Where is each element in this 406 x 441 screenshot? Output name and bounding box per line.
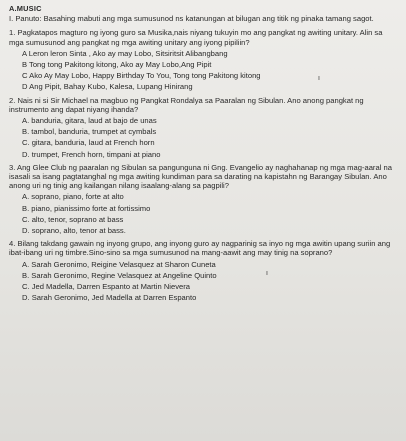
question-3 (9, 163, 398, 235)
question-stem: 4. Bilang takdang gawain ng inyong grupo, ang inyong guro ay nagparinig sa inyo ng mga awitin upang suriin ang ibat-ibang uri ng timbre.Sino-sino sa mga sumusunod na mang-aawit ang may tinig na soprano? (9, 239, 391, 258)
question-stem: 1. Pagkatapos magturo ng iyong guro sa Musika,nais niyang tukuyin mo ang pangkat ng awiting unitary. Alin sa mga sumusunod ang pangkat ng mga awiting unitary ang iyong pipiliin? (9, 28, 383, 47)
instructions: I. Panuto: Basahing mabuti ang mga sumusunod ns katanungan at bilugan ang titik ng pinaka tamang sagot. (9, 14, 374, 24)
option-b[interactable]: B. tambol, banduria, trumpet at cymbals (22, 127, 157, 137)
question-1 (9, 28, 398, 91)
option-a[interactable]: A. banduria, gitara, laud at bajo de unas (22, 116, 157, 126)
option-d[interactable]: D. soprano, alto, tenor at bass. (22, 226, 126, 236)
option-c[interactable]: C. gitara, banduria, laud at French horn (22, 138, 155, 148)
option-d[interactable]: D. Sarah Geronimo, Jed Madella at Darren Espanto (22, 293, 197, 303)
question-stem: 3. Ang Glee Club ng paaralan ng Sibulan sa pangunguna ni Gng. Evangelio ay naghahanap ng mga mag-aaral na isasali sa isang pagtatanghal ng mga awiting kundiman para sa darating na kapistahn ng Barangay Sibulan. Ano anong uri ng tinig ang kailangan nilang isaalang-alang sa pagpili? (9, 162, 392, 191)
option-a[interactable]: A. soprano, piano, forte at alto (22, 192, 124, 202)
stray-pen-mark: ı (318, 75, 320, 82)
option-b[interactable]: B Tong tong Pakitong kitong, Ako ay May Lobo,Ang Pipit (22, 60, 212, 70)
question-2 (9, 96, 398, 159)
option-b[interactable]: B. piano, pianissimo forte at fortissimo (22, 203, 151, 213)
question-stem: 2. Nais ni si Sir Michael na magbuo ng Pangkat Rondalya sa Paaralan ng Sibulan. Ano anong pangkat ng instrumento ang dapat niyang ihanda? (9, 95, 364, 114)
option-a[interactable]: A. Sarah Geronimo, Reigine Velasquez at Sharon Cuneta (22, 259, 216, 269)
option-c[interactable]: C. Jed Madella, Darren Espanto at Martin Nievera (22, 282, 190, 292)
option-d[interactable]: D. trumpet, French horn, timpani at piano (22, 149, 161, 159)
option-d[interactable]: D Ang Pipit, Bahay Kubo, Kalesa, Lupang Hinirang (22, 82, 193, 92)
stray-pen-mark: ı (266, 270, 268, 277)
option-c[interactable]: C Ako Ay May Lobo, Happy Birthday To You, Tong tong Pakitong kitong (22, 71, 261, 81)
option-a[interactable]: A Leron leron Sinta , Ako ay may Lobo, Sitsiritsit Alibangbang (22, 48, 228, 58)
question-4 (9, 239, 398, 302)
option-b[interactable]: B. Sarah Geronimo, Regine Velasquez at Angeline Quinto (22, 270, 217, 280)
section-header: A.MUSIC (9, 4, 42, 13)
option-c[interactable]: C. alto, tenor, soprano at bass (22, 214, 124, 224)
